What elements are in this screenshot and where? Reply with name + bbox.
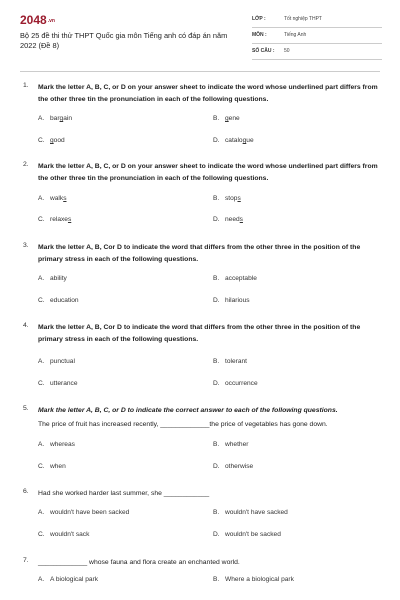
option-b[interactable]: B. whether [213, 441, 249, 448]
option-letter: B. [213, 576, 220, 583]
meta-label: LỚP : [252, 16, 266, 22]
question-number: 2. [23, 161, 29, 168]
option-d[interactable]: D. wouldn't be sacked [213, 531, 281, 538]
option-letter: C. [38, 297, 45, 304]
question-number: 7. [23, 557, 29, 564]
logo-main: 2048 [20, 13, 47, 27]
option-letter: A. [38, 576, 45, 583]
logo-sub: .vn [47, 17, 55, 24]
option-d[interactable]: D. otherwise [213, 463, 254, 470]
option-letter: D. [213, 137, 220, 144]
document-header [0, 0, 400, 70]
option-a[interactable]: A. punctual [38, 358, 75, 365]
question-number: 4. [23, 322, 29, 329]
option-letter: B. [213, 115, 220, 122]
option-letter: A. [38, 441, 45, 448]
option-letter: C. [38, 463, 45, 470]
option-letter: A. [38, 115, 45, 122]
option-b[interactable]: B. stops [213, 195, 241, 202]
meta-label: MÔN : [252, 32, 267, 38]
option-a[interactable]: A. A biological park [38, 576, 99, 583]
document-meta [252, 14, 382, 62]
option-a[interactable]: A. walks [38, 195, 67, 202]
question-text: Had she worked harder last summer, she ____________ [38, 490, 210, 497]
option-c[interactable]: C. good [38, 137, 65, 144]
option-d[interactable]: D. occurrence [213, 380, 258, 387]
option-letter: C. [38, 531, 45, 538]
meta-value: Tốt nghiệp THPT [284, 16, 322, 22]
option-c[interactable]: C. utterance [38, 380, 78, 387]
option-b[interactable]: B. tolerant [213, 358, 247, 365]
meta-value: Tiếng Anh [284, 32, 307, 38]
option-c[interactable]: C. wouldn't sack [38, 531, 90, 538]
option-letter: B. [213, 275, 220, 282]
option-b[interactable]: B. gene [213, 115, 240, 122]
option-letter: C. [38, 137, 45, 144]
question-number: 3. [23, 242, 29, 249]
option-b[interactable]: B. wouldn't have sacked [213, 509, 288, 516]
option-letter: C. [38, 216, 45, 223]
meta-label: SỐ CÂU : [252, 48, 275, 54]
question-number: 5. [23, 405, 29, 412]
option-b[interactable]: B. acceptable [213, 275, 257, 282]
option-letter: C. [38, 380, 45, 387]
meta-row-count [252, 46, 382, 60]
option-b[interactable]: B. Where a biological park [213, 576, 294, 583]
option-letter: A. [38, 195, 45, 202]
option-a[interactable]: A. whereas [38, 441, 75, 448]
option-letter: A. [38, 275, 45, 282]
question-number: 1. [23, 82, 29, 89]
option-letter: B. [213, 195, 220, 202]
option-letter: B. [213, 358, 220, 365]
option-letter: D. [213, 216, 220, 223]
question-text: Mark the letter A, B, C, or D to indicate the correct answer to each of the following questions. [38, 407, 338, 414]
header-divider [20, 71, 380, 72]
question-sentence: The price of fruit has increased recently, _____________the price of vegetables has gone down. [38, 421, 328, 428]
option-c[interactable]: C. education [38, 297, 79, 304]
site-logo[interactable] [20, 13, 55, 27]
option-a[interactable]: A. ability [38, 275, 67, 282]
option-letter: A. [38, 358, 45, 365]
option-letter: D. [213, 463, 220, 470]
question-number: 6. [23, 488, 29, 495]
question-text: Mark the letter A, B, Cor D to indicate the word that differs from the other three in the position of the primary stress in each of the following questions. [38, 244, 361, 263]
option-letter: B. [213, 509, 220, 516]
option-c[interactable]: C. when [38, 463, 66, 470]
option-letter: D. [213, 380, 220, 387]
option-a[interactable]: A. wouldn't have been sacked [38, 509, 130, 516]
question-text: Mark the letter A, B, C, or D on your answer sheet to indicate the word whose underlined part differs from the other three tin the pronunciation in each of the following questions. [38, 84, 378, 103]
option-d[interactable]: D. catalogue [213, 137, 254, 144]
option-d[interactable]: D. hilarious [213, 297, 250, 304]
meta-value: 50 [284, 48, 290, 54]
question-text: _____________ whose fauna and flora create an enchanted world. [38, 559, 240, 566]
document-title: Bộ 25 đề thi thử THPT Quốc gia môn Tiếng anh có đáp án năm 2022 (Đề 8) [20, 31, 228, 50]
option-letter: D. [213, 531, 220, 538]
option-d[interactable]: D. needs [213, 216, 243, 223]
question-text: Mark the letter A, B, Cor D to indicate the word that differs from the other three in the position of the primary stress in each of the following questions. [38, 324, 361, 343]
option-letter: A. [38, 509, 45, 516]
question-text: Mark the letter A, B, C, or D on your answer sheet to indicate the word whose underlined part differs from the other three tin the pronunciation in each of the following questions. [38, 163, 378, 182]
option-a[interactable]: A. bargain [38, 115, 73, 122]
meta-row-subject [252, 30, 382, 44]
option-letter: B. [213, 441, 220, 448]
meta-row-class [252, 14, 382, 28]
option-c[interactable]: C. relaxes [38, 216, 72, 223]
option-letter: D. [213, 297, 220, 304]
